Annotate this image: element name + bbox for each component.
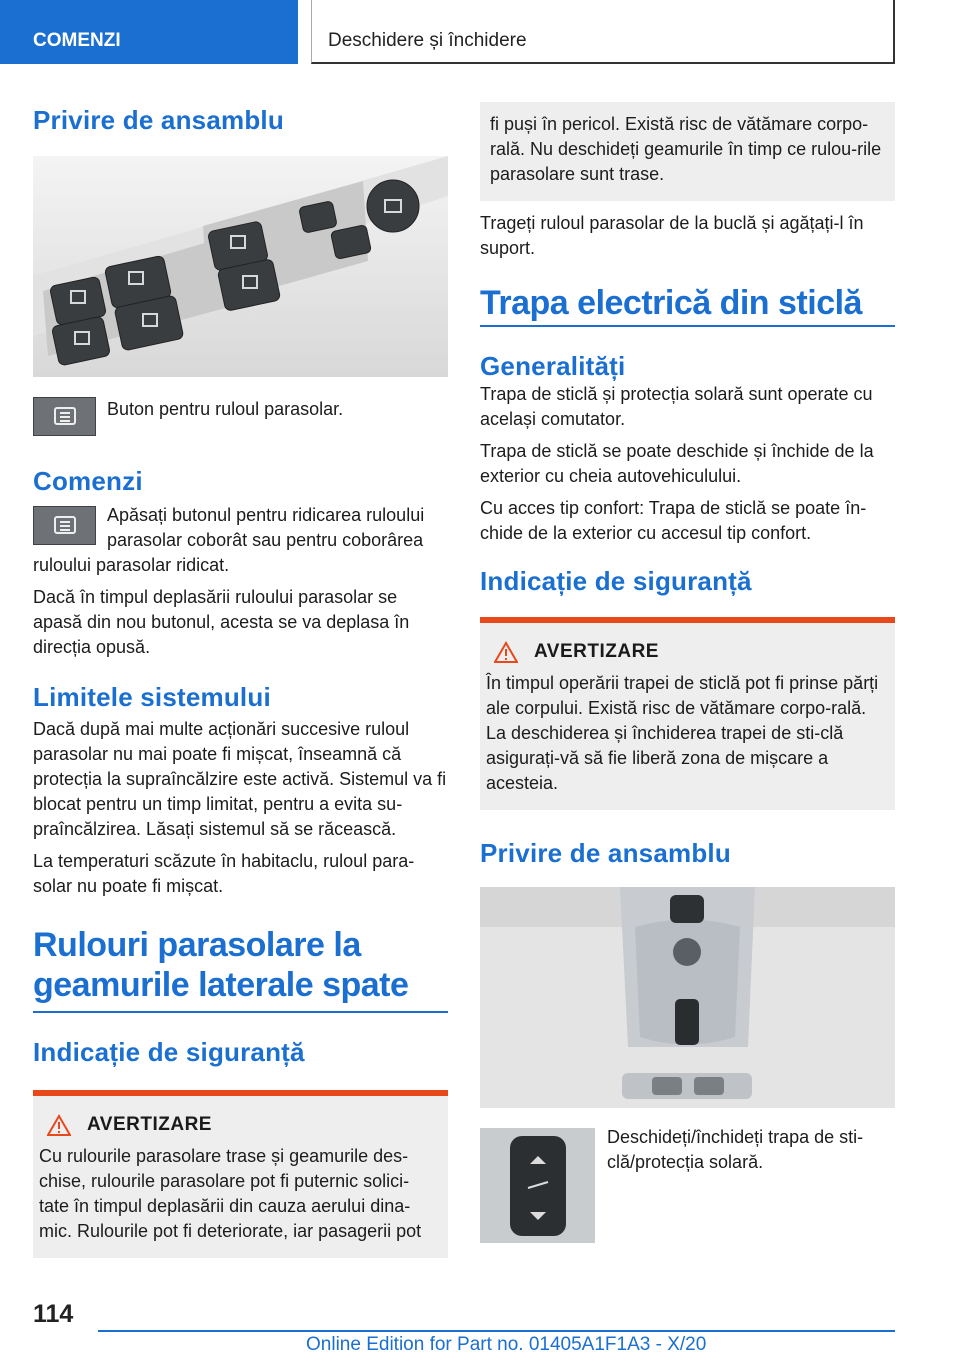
controls-block — [33, 503, 448, 578]
heading-safety: Indicație de siguranță — [33, 1037, 305, 1067]
warning-triangle-icon — [494, 641, 518, 663]
warning-title: AVERTIZARE — [87, 1114, 212, 1135]
limits-text: Dacă după mai multe acționări succesive ruloul parasolar nu mai poate fi mișcat, înseamnă că protecția la supraîncălzire este activă. Sistemul va fi blocat pentru un timp limitat, pentru a evita su-praîncălzirea. Lăsați sistemul să se răcească. — [33, 719, 447, 839]
heading-safety: Indicație de siguranță — [480, 566, 752, 596]
heading-general: Generalități — [480, 351, 626, 381]
section-title: COMENZI — [33, 30, 121, 51]
sunroof-switch-photo — [480, 1128, 595, 1243]
pull-text: Trageți ruloul parasolar de la buclă și agățați-l în suport. — [480, 213, 864, 258]
warning-box — [33, 1090, 448, 1258]
sunshade-button-icon — [33, 397, 96, 436]
general-text-3: Cu acces tip confort: Trapa de sticlă se poate în-chide de la exterior cu accesul tip confort. — [480, 498, 867, 543]
warning-continued — [480, 102, 895, 201]
sunroof-console-photo — [480, 887, 895, 1108]
controls-reverse-text: Dacă în timpul deplasării ruloului parasolar se apasă din nou butonul, acesta se va deplasa în direcția opusă. — [33, 587, 410, 657]
sunshade-button-icon — [33, 506, 96, 545]
footer-edition: Online Edition for Part no. 01405A1F1A3 - X/20 — [306, 1334, 707, 1355]
left-column — [33, 95, 448, 1258]
window-switch-illustration — [33, 156, 448, 377]
button-legend — [33, 397, 448, 436]
footer-rule — [98, 1330, 895, 1332]
switch-legend — [480, 1128, 895, 1243]
warning-text: Cu rulourile parasolare trase și geamurile des-chise, rulourile parasolare pot fi puternic solici-tate în timpul deplasării din cauza aerului dina-mic. Rulourile pot fi deteriorate, iar pasagerii pot — [39, 1146, 422, 1241]
limits-cold-text: La temperaturi scăzute în habitaclu, ruloul para-solar nu poate fi mișcat. — [33, 851, 415, 896]
right-column — [480, 102, 895, 1243]
warning-box — [480, 617, 895, 810]
general-text-2: Trapa de sticlă se poate deschide și închide de la exterior cu cheia autovehiculului. — [480, 441, 874, 486]
heading-overview: Privire de ansamblu — [480, 838, 731, 868]
section-tab — [0, 0, 298, 64]
caption-switch: Deschideți/închideți trapa de sti-clă/protecția solară. — [607, 1127, 864, 1172]
caption-button: Buton pentru ruloul parasolar. — [107, 399, 344, 419]
window-switch-photo — [33, 156, 448, 377]
heading-limits: Limitele sistemului — [33, 682, 271, 712]
chapter-header — [311, 0, 895, 64]
warning-header — [47, 1114, 438, 1136]
heading-sunroof: Trapa electrică din sticlă — [480, 284, 862, 322]
chapter-title: Deschidere și închidere — [328, 30, 527, 51]
roof-console-illustration — [480, 887, 895, 1108]
warning-text: În timpul operării trapei de sticlă pot fi prinse părți ale corpului. Există risc de vătămare corpo-rală. La deschiderea și închiderea trapei de sti-clă asigurați-vă să fie liberă zona de mișcare a acesteia. — [486, 673, 879, 793]
heading-controls: Comenzi — [33, 466, 143, 496]
heading-rear-sunshades: Rulouri parasolare la geamurile laterale spate — [33, 926, 409, 1004]
warning-triangle-icon — [47, 1114, 71, 1136]
warning-header — [494, 641, 885, 663]
sunroof-switch-icon — [480, 1128, 595, 1243]
warning-title: AVERTIZARE — [534, 641, 659, 662]
heading-overview: Privire de ansamblu — [33, 105, 284, 135]
general-text-1: Trapa de sticlă și protecția solară sunt operate cu același comutator. — [480, 384, 873, 429]
warning-continued-text: fi puși în pericol. Există risc de vătămare corpo-rală. Nu deschideți geamurile în timp ce rulou-rile parasolare sunt trase. — [490, 114, 882, 184]
page-number: 114 — [33, 1300, 74, 1328]
controls-text: Apăsați butonul pentru ridicarea ruloului parasolar coborât sau pentru coborârea ruloului parasolar ridicat. — [33, 505, 425, 575]
heading-underline — [33, 1011, 448, 1013]
heading-underline — [480, 325, 895, 327]
